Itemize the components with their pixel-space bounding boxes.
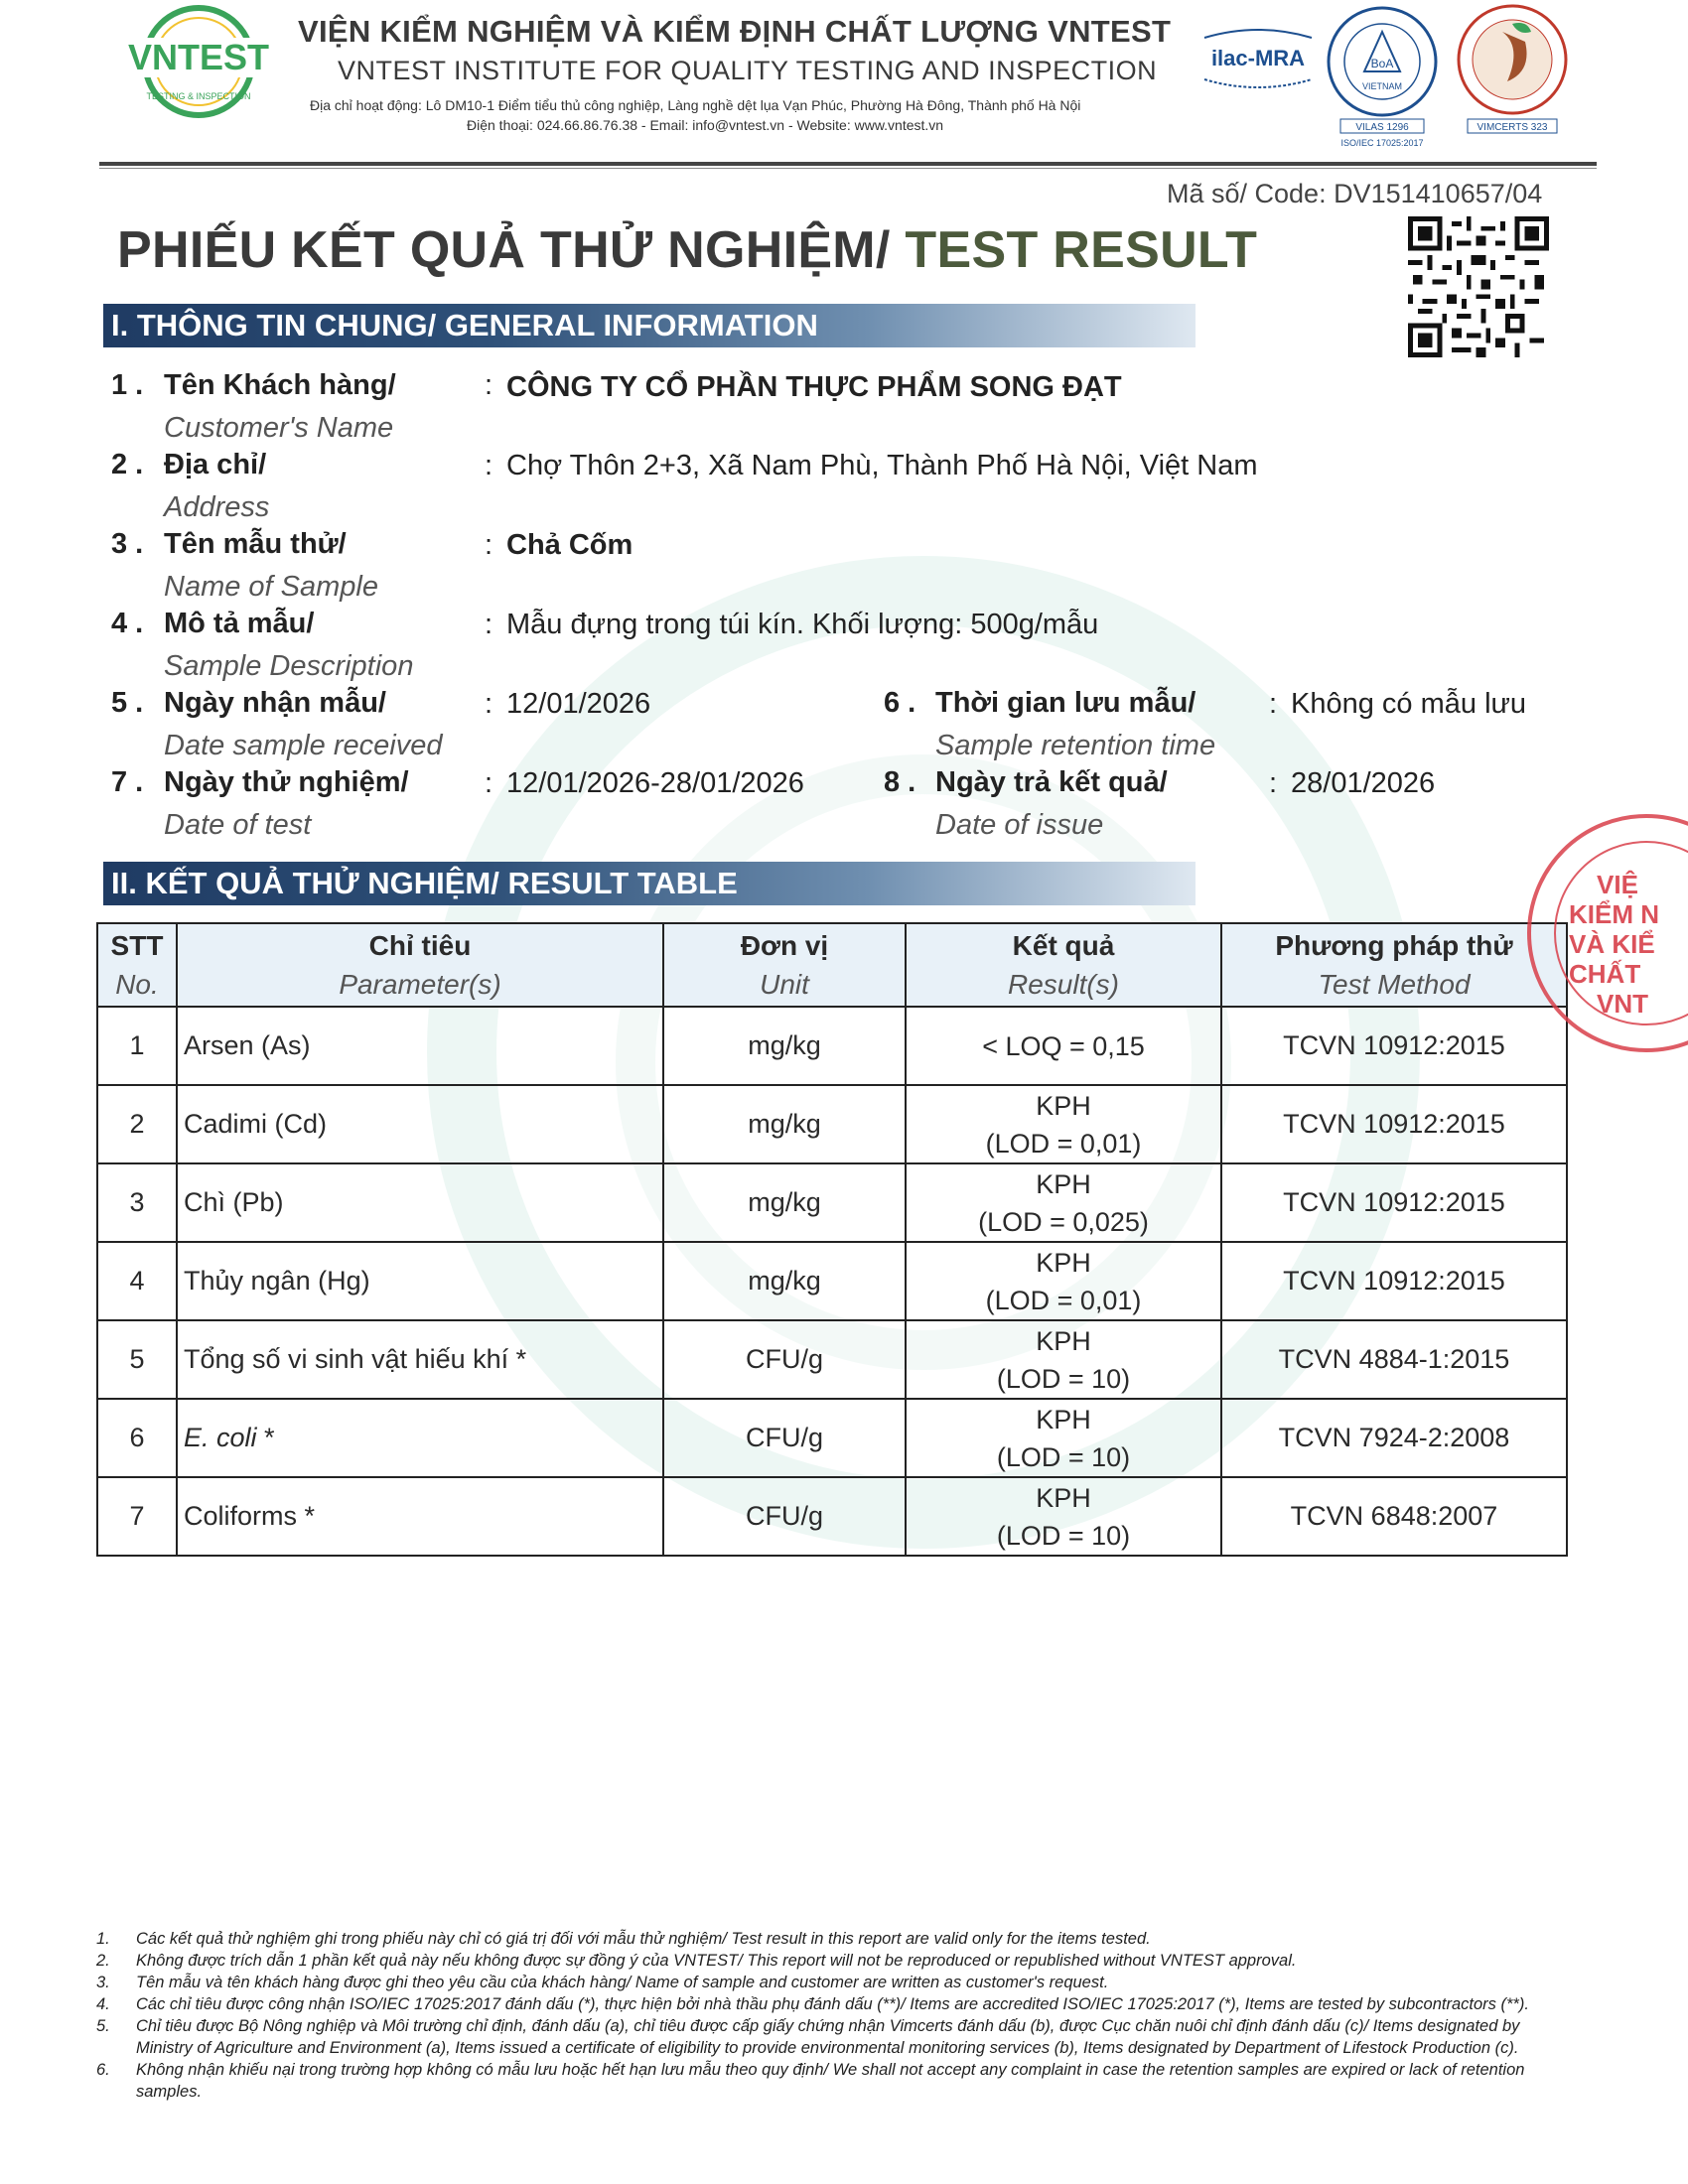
table-row: 7 Coliforms * CFU/g KPH (LOD = 10) TCVN 6848:2007 [97, 1477, 1567, 1556]
section-result-table: II. KẾT QUẢ THỬ NGHIỆM/ RESULT TABLE [103, 862, 1196, 905]
header-parameter: Chỉ tiêu Parameter(s) [177, 923, 663, 1007]
table-row: 6 E. coli * CFU/g KPH (LOD = 10) TCVN 7924-2:2008 [97, 1399, 1567, 1477]
header-result: Kết quả Result(s) [906, 923, 1221, 1007]
vntest-logo [109, 4, 288, 119]
table-row: 4 Thủy ngân (Hg) mg/kg KPH (LOD = 0,01) TCVN 10912:2015 [97, 1242, 1567, 1320]
vimcerts-logo [1448, 2, 1577, 149]
header-divider-thin [99, 168, 1597, 169]
date-test-value: 12/01/2026-28/01/2026 [506, 767, 804, 799]
table-row: 3 Chì (Pb) mg/kg KPH (LOD = 0,025) TCVN 10912:2015 [97, 1163, 1567, 1242]
svg-text:VIỆ: VIỆ [1597, 870, 1638, 899]
address-value: Chợ Thôn 2+3, Xã Nam Phù, Thành Phố Hà Nội, Việt Nam [506, 450, 1258, 481]
svg-text:ilac-MRA: ilac-MRA [1210, 46, 1306, 70]
svg-text:ISO/IEC 17025:2017: ISO/IEC 17025:2017 [1340, 138, 1424, 148]
header-stt: STT No. [97, 923, 177, 1007]
svg-text:VILAS 1296: VILAS 1296 [1355, 122, 1409, 133]
footnotes [96, 1928, 1566, 2103]
header-divider [99, 162, 1597, 166]
institute-address: Địa chỉ hoạt động: Lô DM10-1 Điểm tiểu thủ công nghiệp, Làng nghề dệt lụa Vạn Phúc, Phường Hà Đông, Thành phố Hà Nội [310, 97, 1081, 113]
sample-description-value: Mẫu đựng trong túi kín. Khối lượng: 500g/mẫu [506, 609, 1099, 640]
date-received-value: 12/01/2026 [506, 688, 651, 720]
ilac-mra-logo [1199, 28, 1317, 89]
institute-contact: Điện thoại: 024.66.86.76.38 - Email: info@vntest.vn - Website: www.vntest.vn [467, 117, 944, 133]
section-general-information: I. THÔNG TIN CHUNG/ GENERAL INFORMATION [103, 304, 1196, 347]
svg-text:VÀ KIỂ: VÀ KIỂ [1569, 929, 1655, 959]
customer-name-value: CÔNG TY CỔ PHẦN THỰC PHẨM SONG ĐẠT [506, 371, 1122, 403]
table-row: 2 Cadimi (Cd) mg/kg KPH (LOD = 0,01) TCVN 10912:2015 [97, 1085, 1567, 1163]
date-issue-value: 28/01/2026 [1291, 767, 1436, 799]
footnote: 6. Không nhận khiếu nại trong trường hợp không có mẫu lưu hoặc hết hạn lưu mẫu theo quy định/ We shall not accept any complaint in case the retention samples are expired or lack of retention samples. [96, 2061, 1525, 2101]
header-unit: Đơn vị Unit [663, 923, 906, 1007]
table-header-row [97, 923, 1567, 1007]
footnote: 3. Tên mẫu và tên khách hàng được ghi theo yêu cầu của khách hàng/ Name of sample and customer are written as customer's request. [96, 1974, 1109, 1991]
qr-code[interactable] [1408, 216, 1549, 357]
svg-text:CHẤT: CHẤT [1569, 959, 1641, 989]
footnote: 4. Các chỉ tiêu được công nhận ISO/IEC 17025:2017 đánh dấu (*), thực hiện bởi nhà thầu phụ đánh dấu (**)/ Items are accredited ISO/IEC 17025:2017 (*), Items are tested by subcontractors (**). [96, 1995, 1529, 2013]
page-title: PHIẾU KẾT QUẢ THỬ NGHIỆM/ TEST RESULT [117, 221, 1258, 279]
retention-value: Không có mẫu lưu [1291, 688, 1527, 720]
boa-accreditation-logo [1321, 2, 1445, 149]
header-method: Phương pháp thử Test Method [1221, 923, 1567, 1007]
svg-text:VNTEST: VNTEST [127, 37, 270, 77]
svg-text:BoA: BoA [1370, 57, 1394, 70]
institute-name-vn: VIỆN KIỂM NGHIỆM VÀ KIỂM ĐỊNH CHẤT LƯỢNG VNTEST [298, 14, 1172, 49]
svg-text:VIETNAM: VIETNAM [1361, 81, 1403, 91]
svg-text:VNT: VNT [1597, 989, 1648, 1019]
table-row: 1 Arsen (As) mg/kg < LOQ = 0,15 TCVN 10912:2015 [97, 1007, 1567, 1085]
footnote: 1. Các kết quả thử nghiệm ghi trong phiếu này chỉ có giá trị đối với mẫu thử nghiệm/ Test result in this report are valid only for the items tested. [96, 1930, 1151, 1948]
footnote: 5. Chỉ tiêu được Bộ Nông nghiệp và Môi trường chỉ định, đánh dấu (a), chỉ tiêu được cấp giấy chứng nhận Vimcerts đánh dấu (b), được Cục chăn nuôi chỉ định đánh dấu (c)/ Items designated by Ministry of Agriculture and Environment (a), Items issued a certificate of eligibility to provide environmental monitoring services (b), Items designated by Department of Lifestock Production (c). [96, 2017, 1520, 2057]
svg-text:KIỂM N: KIỂM N [1569, 899, 1659, 929]
institute-name-en: VNTEST INSTITUTE FOR QUALITY TESTING AND INSPECTION [338, 56, 1158, 85]
result-table [96, 922, 1568, 1557]
table-row: 5 Tổng số vi sinh vật hiếu khí * CFU/g KPH (LOD = 10) TCVN 4884-1:2015 [97, 1320, 1567, 1399]
report-code: Mã số/ Code: DV151410657/04 [1167, 179, 1543, 208]
svg-text:TESTING & INSPECTION: TESTING & INSPECTION [146, 91, 251, 101]
official-stamp [1517, 794, 1688, 1072]
svg-text:VIMCERTS 323: VIMCERTS 323 [1477, 122, 1548, 133]
footnote: 2. Không được trích dẫn 1 phần kết quả này nếu không được sự đồng ý của VNTEST/ This report will not be reproduced or republished without VNTEST approval. [96, 1952, 1297, 1970]
sample-name-value: Chả Cốm [506, 529, 633, 561]
